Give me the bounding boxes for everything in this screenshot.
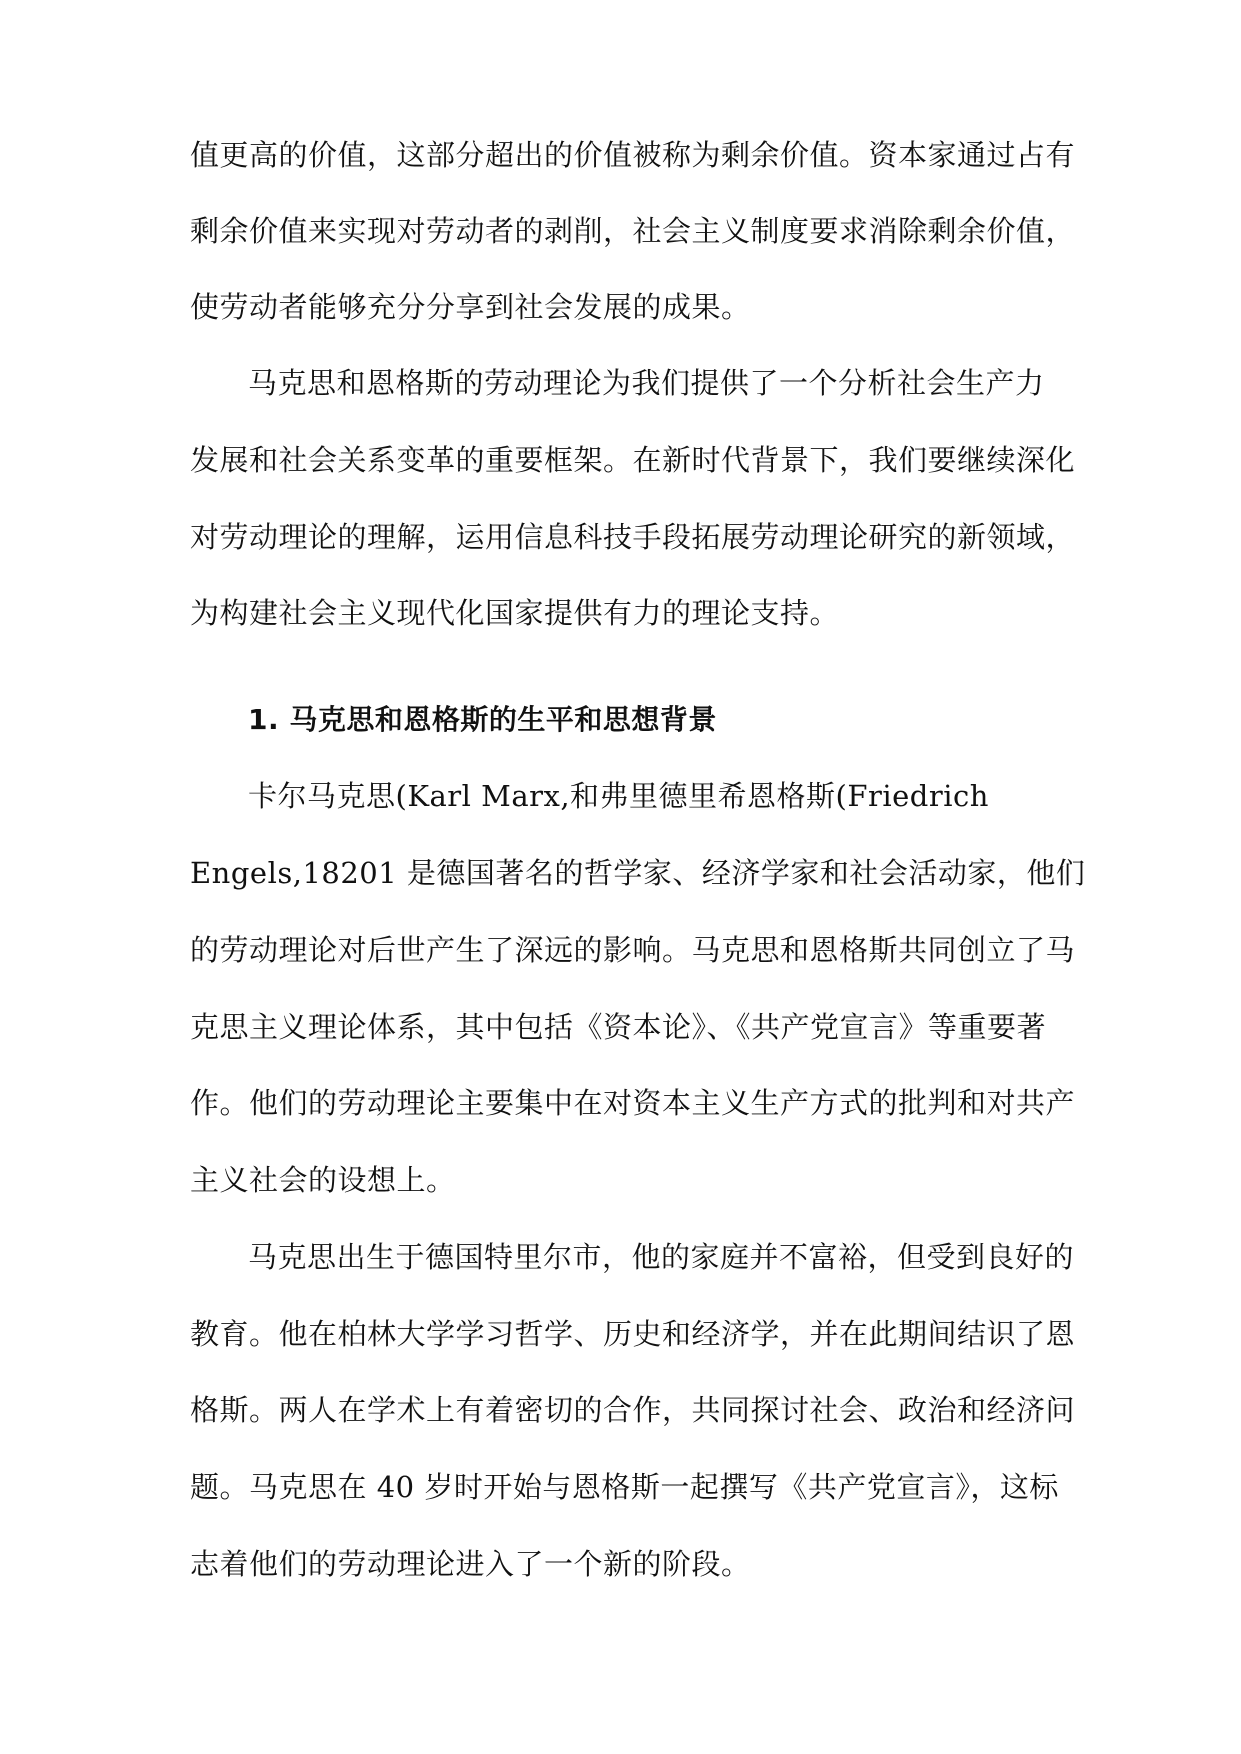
- text-line: 剩余价值来实现对劳动者的剥削，社会主义制度要求消除剩余价值，: [190, 214, 1076, 248]
- text-line: 教育。他在柏林大学学习哲学、历史和经济学，并在此期间结识了恩: [190, 1317, 1076, 1351]
- text-line: 使劳动者能够充分分享到社会发展的成果。: [190, 290, 751, 324]
- text-line: 马克思出生于德国特里尔市，他的家庭并不富裕，但受到良好的: [248, 1240, 1075, 1274]
- text-line: 卡尔马克思(Karl Marx,和弗里德里希恩格斯(Friedrich: [248, 779, 989, 813]
- text-line: 作。他们的劳动理论主要集中在对资本主义生产方式的批判和对共产: [190, 1086, 1076, 1120]
- text-line: 发展和社会关系变革的重要框架。在新时代背景下，我们要继续深化: [190, 443, 1076, 477]
- text-line: 题。马克思在 40 岁时开始与恩格斯一起撰写《共产党宣言》，这标: [190, 1470, 1059, 1504]
- text-line: 志着他们的劳动理论进入了一个新的阶段。: [190, 1547, 751, 1581]
- text-line: 为构建社会主义现代化国家提供有力的理论支持。: [190, 596, 840, 630]
- section-heading: 1. 马克思和恩格斯的生平和思想背景: [248, 703, 717, 736]
- text-line: 主义社会的设想上。: [190, 1163, 456, 1197]
- text-line: 马克思和恩格斯的劳动理论为我们提供了一个分析社会生产力: [248, 366, 1045, 400]
- text-line: 值更高的价值，这部分超出的价值被称为剩余价值。资本家通过占有: [190, 138, 1076, 172]
- text-line: Engels,18201 是德国著名的哲学家、经济学家和社会活动家，他们: [190, 856, 1086, 890]
- text-line: 格斯。两人在学术上有着密切的合作，共同探讨社会、政治和经济问: [190, 1393, 1076, 1427]
- text-line: 对劳动理论的理解，运用信息科技手段拓展劳动理论研究的新领域，: [190, 520, 1076, 554]
- text-line: 克思主义理论体系，其中包括《资本论》、《共产党宣言》等重要著: [190, 1010, 1047, 1044]
- text-line: 的劳动理论对后世产生了深远的影响。马克思和恩格斯共同创立了马: [190, 933, 1076, 967]
